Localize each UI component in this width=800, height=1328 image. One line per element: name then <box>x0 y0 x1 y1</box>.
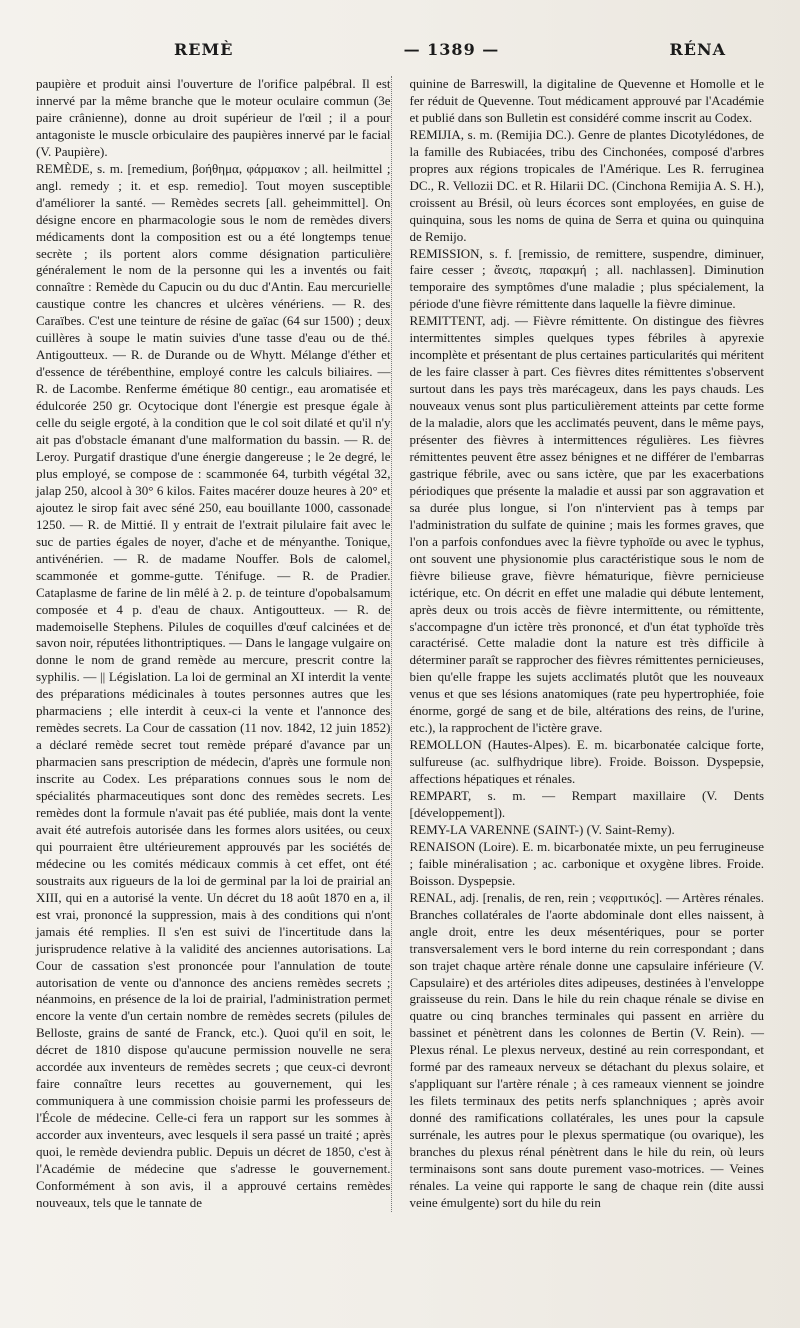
page-number: — 1389 — <box>403 40 500 59</box>
entry-remission: REMISSION, s. f. [remissio, de remittere, suspendre, diminuer, faire cesser ; ἄνεσις, παρακμή ; all. nachlassen]. Diminution temporaire des symptômes d'une maladie ; plus spécialement, la période d'une fièvre rémittente dans laquelle la fièvre diminue. <box>409 245 764 312</box>
entry-renal: RENAL, adj. [renalis, de ren, rein ; νεφριτικός]. — Artères rénales. Branches collatérales de l'aorte abdominale dont elles naissent, à angle droit, entre les deux mésentériques, pour se porter transversalement vers le bord interne du rein correspondant ; dans son trajet chaque artère rénale donne une capsulaire inférieure (V. Capsulaire) et des artérioles dites adipeuses, destinées à l'enveloppe graisseuse du rein. Dans le hile du rein chaque rénale se divise en quatre ou cinq branches terminales qui passent en arrière du bassinet et pénètrent dans les colonnes de Bertin (V. Rein). — Plexus rénal. Le plexus nerveux, destiné au rein correspondant, et formé par des rameaux nerveux se détachant du plexus solaire, et s'appliquant sur l'artère rénale ; à ces rameaux viennent se joindre les filets terminaux des petits nerfs splanchniques ; après avoir donné des ramifications collatérales, les unes pour la capsule surrénale, les autres pour le plexus spermatique (ou ovarique), les branches du plexus rénal pénètrent dans le hile du rein, où leurs terminaisons sont sans doute purement vaso-motrices. — Veines rénales. La veine qui rapporte le sang de chaque rein (dite aussi veine émulgente) sort du hile du rein <box>409 889 764 1210</box>
entry-remijia: REMIJIA, s. m. (Remijia DC.). Genre de plantes Dicotylédones, de la famille des Rubiacées, tribu des Cinchonées, composé d'arbres propres aux régions tropicales de l'Amérique. Les R. ferruginea DC., R. Vellozii DC. et R. Hilarii DC. (Cinchona Remijia A. S. H.), croissent au Brésil, où leurs écorces sont employées, en guise de quinquina, sous les noms de quina de Serra et quina ou quinquina de Remijo. <box>409 126 764 244</box>
entry-continuation-remede: quinine de Barreswill, la digitaline de Quevenne et Homolle et le fer réduit de Quevenne. Tout médicament approuvé par l'Académie et publié dans son Bulletin est considéré comme inscrit au Codex. <box>409 76 764 125</box>
text-columns <box>36 76 764 1212</box>
entry-remy-la-varenne: REMY-LA VARENNE (SAINT-) (V. Saint-Remy). <box>409 821 675 837</box>
header-left-guideword: REMÈ <box>174 40 234 59</box>
page-header <box>36 40 764 66</box>
entry-rempart: REMPART, s. m. — Rempart maxillaire (V. Dents [développement]). <box>409 788 764 820</box>
entry-renaison: RENAISON (Loire). E. m. bicarbonatée mixte, un peu ferrugineuse ; faible minéralisation ; ac. carbonique et oxygène libres. Froide. Boisson. Dyspepsie. <box>409 838 764 888</box>
entry-remollon: REMOLLON (Hautes-Alpes). E. m. bicarbonatée calcique forte, sulfureuse (ac. sulfhydrique libre). Froide. Boisson. Dyspepsie, affections hépatiques et rénales. <box>409 737 764 787</box>
header-right-guideword: RÉNA <box>669 40 726 59</box>
left-column <box>36 76 392 1212</box>
entry-remede: REMÈDE, s. m. [remedium, βοήθημα, φάρμακον ; all. heilmittel ; angl. remedy ; it. et esp. remedio]. Tout moyen susceptible d'améliorer la santé. — Remèdes secrets [all. geheimmittel]. On désigne encore en pharmacologie sous le nom de remèdes divers médicaments dont la composition est ou a été longtemps tenue secrète ; ils portent alors comme désignation particulière généralement le nom de la personne qui les a inventés ou fait connaître : Remède du Capucin ou du duc d'Antin. Eau mercurielle caustique contre les chancres et ulcères vénériens. — R. des Caraïbes. C'est une teinture de résine de gaïac (64 sur 1500) ; deux cuillères à soupe le matin suivies d'une tasse d'eau ou de thé. Antigoutteux. — R. de Durande ou de Whytt. Mélange d'éther et d'essence de térébenthine, employé contre les calculs biliaires. — R. de Lacombe. Renferme émétique 80 centigr., eau aromatisée et édulcorée 250 gr. Ocytocique dont l'énergie est presque égale à celle du seigle ergoté, à la condition que le col soit dilaté et qu'il n'y ait pas d'obstacle émanant d'une malformation du bassin. — R. de Leroy. Purgatif drastique d'une énergie dangereuse ; le 2e degré, le plus employé, se compose de : scammonée 64, turbith végétal 32, jalap 250, alcool à 30° 6 kilos. Faites macérer douze heures à 20° et ajoutez le sirop fait avec séné 250, eau bouillante 1000, cassonade 1250. — R. de Mittié. Il y entrait de l'extrait pilulaire fait avec le suc de parties égales de noyer, d'ache et de ményanthe. Tonique, antivénérien. — R. de madame Nouffer. Bols de calomel, scammonée et gomme-gutte. Ténifuge. — R. de Pradier. Cataplasme de farine de lin mêlé à 2. p. de teinture d'opobalsamum composée et 4 p. d'eau de chaux. Antigoutteux. — R. de mademoiselle Stephens. Pilules de coquilles d'œuf calcinées et de savon noir, réputées lithontriptiques. — Dans le langage vulgaire on donne le nom de grand remède au mercure, prescrit contre la syphilis. — || Législation. La loi de germinal an XI interdit la vente des préparations médicinales à toutes personnes autres que les pharmaciens ; elle interdit à ceux-ci la vente et l'annonce des remèdes secrets. La Cour de cassation (11 nov. 1842, 12 juin 1852) a déclaré remède secret tout remède préparé d'avance par un pharmacien sans prescription de médecin, d'après une formule non inscrite au Codex. Les préparations connues sous le nom de spécialités pharmaceutiques sont donc des remèdes secrets. Les remèdes dont la formule n'avait pas été publiée, mais dont la vente avait été autrefois autorisée dans les formes alors usitées, ou ceux qui pourraient être ultérieurement approuvés par les sociétés de médecine ou les comités médicaux commis à cet effet, ont été soustraits aux rigueurs de la loi de germinal par la loi de prairial an XIII, qui en a autorisé la vente. Un décret du 18 août 1870 en a, il est vrai, prononcé la suppression, mais à des conditions qui n'ont jamais été remplies. Il s'en est suivi de l'incertitude dans la jurisprudence relative à la validité des anciennes autorisations. La Cour de cassation s'est prononcée pour l'annulation de toute autorisation de vente ou d'annonce des anciens remèdes secrets ; néanmoins, en présence de la loi de prairial, l'administration permet encore la vente d'un certain nombre de remèdes secrets (pilules de Belloste, grains de santé de Franck, etc.). Quoi qu'il en soit, le décret de 1810 dispose qu'aucune permission nouvelle ne sera accordée aux inventeurs de remèdes secrets ; que ceux-ci devront faire connaître leurs recettes au gouvernement, qui les communiquera à une commission choisie parmi les professeurs de l'École de médecine. Celle-ci fera un rapport sur les sommes à accorder aux inventeurs, avec lesquels il sera passé un traité ; après quoi, le remède deviendra public. Depuis un décret de 1850, c'est à l'Académie de médecine que s'adresse le gouvernement. Conformément à son avis, il a approuvé certains remèdes nouveaux, tels que le tannate de <box>36 160 391 1210</box>
entry-continuation-paupiere: paupière et produit ainsi l'ouverture de l'orifice palpébral. Il est innervé par la même branche que le moteur oculaire commun (3e paire crânienne), donne au droit supérieur de l'œil ; il a pour antagoniste le muscle orbiculaire des paupières innervé par le facial (V. Paupière). <box>36 76 391 159</box>
right-column <box>410 76 765 1212</box>
entry-remittent: REMITTENT, adj. — Fièvre rémittente. On distingue des fièvres intermittentes simples quelques types fébriles à apyrexie incomplète et présentant de plus certaines particularités qui méritent de les faire classer à part. Ces fièvres dites rémittentes s'observent surtout dans les pays très marécageux, dans les pays chauds. Les nouveaux venus sont plus particulièrement atteints par cette forme de la maladie, alors que les acclimatés peuvent, dans le même pays, présenter des fièvres à intermittences régulières. Les fièvres rémittentes peuvent être assez bénignes et ne différer de l'embarras gastrique fébrile, avec ou sans ictère, que par les exacerbations périodiques que présente la maladie et aussi par son aggravation et sa durée plus longue, si l'on n'intervient pas à temps par l'administration du sulfate de quinine ; mais les formes graves, que l'on a parfois confondues avec la fièvre typhoïde ou avec le typhus, ont souvent une physionomie plus caractéristique sous le nom de fièvre bilieuse grave, fièvre hématurique, fièvre pernicieuse ictérique, etc. On décrit en effet une maladie qui débute lentement, après deux ou trois accès de fièvre intermittente, ou rémittente, s'accompagne d'un ictère très prononcé, et d'un état typhoïde très caractérisé. Cette maladie dont la nature est très difficile à déterminer paraît se rapprocher des fièvres rémittentes pernicieuses, bien qu'elle frappe les sujets acclimatés plutôt que les nouveaux venus et que ses lésions anatomiques (rate peu hypertrophiée, foie énorme, gorgé de sang et de bile, altérations des reins, de l'urine, etc.), la rapprochent de l'ictère grave. <box>409 313 764 736</box>
